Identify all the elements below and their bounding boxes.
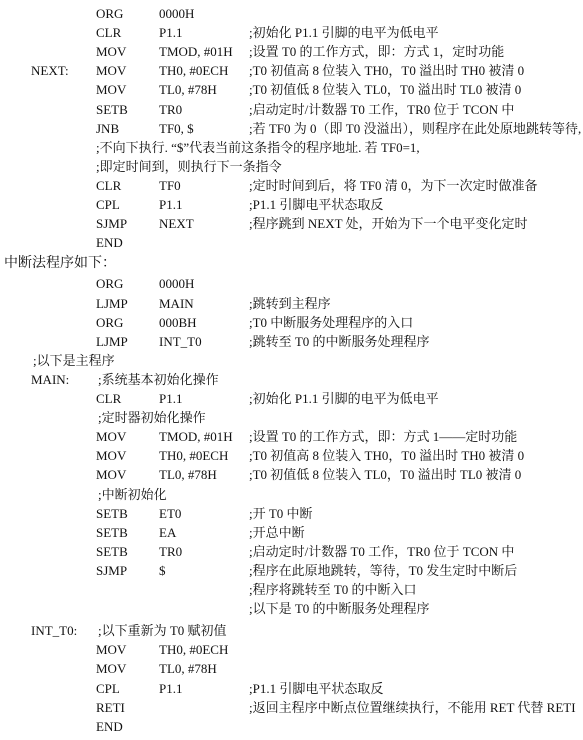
comment-continuation-line bbox=[0, 157, 583, 176]
code-operand: TMOD, #01H bbox=[159, 44, 233, 60]
code-comment: ;P1.1 引脚电平状态取反 bbox=[249, 197, 384, 212]
comment-continuation: ;不向下执行. “$”代表当前这条指令的程序地址. 若 TF0=1, bbox=[96, 139, 420, 155]
code-line bbox=[0, 523, 583, 542]
code-line bbox=[0, 23, 583, 42]
code-line bbox=[0, 427, 583, 446]
main-label-comment: ;系统基本初始化操作 bbox=[98, 371, 219, 387]
code-opcode: JNB bbox=[96, 120, 120, 136]
code-line bbox=[0, 561, 583, 580]
code-line bbox=[0, 542, 583, 561]
code-line bbox=[0, 446, 583, 465]
code-operand: TR0 bbox=[159, 101, 183, 117]
code-operand: P1.1 bbox=[159, 197, 183, 212]
code-opcode: CPL bbox=[96, 680, 120, 696]
code-opcode: SJMP bbox=[96, 216, 128, 232]
code-operand: TL0, #78H bbox=[159, 661, 217, 677]
comment-continuation-line bbox=[0, 138, 583, 157]
comment-continuation: ;以下是 T0 的中断服务处理程序 bbox=[249, 601, 430, 617]
code-operand: TL0, #78H bbox=[159, 82, 217, 98]
code-opcode: END bbox=[96, 235, 123, 251]
code-line bbox=[0, 294, 583, 313]
code-comment: ;启动定时/计数器 T0 工作，TR0 位于 TCON 中 bbox=[249, 543, 515, 559]
code-opcode: SETB bbox=[96, 543, 128, 559]
code-line bbox=[0, 313, 583, 332]
code-operand: TH0, #0ECH bbox=[159, 63, 229, 79]
int-label: INT_T0: bbox=[31, 623, 78, 639]
code-opcode: CLR bbox=[96, 177, 122, 193]
code-comment: ;开 T0 中断 bbox=[249, 505, 313, 521]
code-opcode: ORG bbox=[96, 314, 124, 330]
int-label-comment: ;以下重新为 T0 赋初值 bbox=[98, 623, 227, 639]
code-line bbox=[0, 504, 583, 523]
code-line bbox=[0, 717, 583, 736]
code-opcode: MOV bbox=[96, 44, 127, 60]
code-opcode: SETB bbox=[96, 101, 128, 117]
timer-init-comment: ;定时器初始化操作 bbox=[98, 410, 206, 426]
code-operand: 0000H bbox=[159, 276, 195, 292]
code-opcode: SETB bbox=[96, 505, 128, 521]
code-opcode: MOV bbox=[96, 467, 127, 483]
code-opcode: LJMP bbox=[96, 295, 128, 311]
code-comment: ;T0 初值低 8 位装入 TL0，T0 溢出时 TL0 被清 0 bbox=[249, 82, 522, 98]
code-comment: ;开总中断 bbox=[249, 524, 305, 540]
code-comment: ;T0 初值高 8 位装入 TH0，T0 溢出时 TH0 被清 0 bbox=[249, 63, 525, 79]
code-line bbox=[0, 640, 583, 659]
interrupt-init-comment: ;中断初始化 bbox=[98, 486, 167, 502]
code-operand: MAIN bbox=[159, 295, 194, 311]
code-comment: ;程序跳到 NEXT 处，开始为下一个电平变化定时 bbox=[249, 216, 528, 232]
code-opcode: LJMP bbox=[96, 333, 128, 349]
code-line bbox=[0, 679, 583, 698]
code-line bbox=[0, 100, 583, 119]
code-comment: ;T0 初值低 8 位装入 TL0，T0 溢出时 TL0 被清 0 bbox=[249, 467, 522, 483]
comment-continuation: ;程序将跳转至 T0 的中断入口 bbox=[249, 582, 417, 597]
code-operand: TH0, #0ECH bbox=[159, 642, 229, 658]
code-opcode: MOV bbox=[96, 63, 127, 79]
code-line bbox=[0, 119, 583, 138]
code-operand: TMOD, #01H bbox=[159, 429, 233, 445]
code-operand: TH0, #0ECH bbox=[159, 448, 229, 464]
code-opcode: ORG bbox=[96, 276, 124, 292]
code-line bbox=[0, 659, 583, 678]
code-line bbox=[0, 61, 583, 80]
code-line bbox=[0, 274, 583, 293]
code-label: NEXT: bbox=[31, 63, 69, 79]
code-comment: ;程序在此原地跳转，等待，T0 发生定时中断后 bbox=[249, 562, 518, 578]
code-operand: INT_T0 bbox=[159, 333, 202, 349]
main-label: MAIN: bbox=[31, 371, 70, 387]
code-comment: ;T0 中断服务处理程序的入口 bbox=[249, 314, 414, 330]
code-line bbox=[0, 698, 583, 717]
code-opcode: MOV bbox=[96, 429, 127, 445]
code-operand: P1.1 bbox=[159, 391, 183, 406]
code-comment: ;若 TF0 为 0（即 T0 没溢出），则程序在此处原地跳转等待, bbox=[249, 120, 582, 136]
code-opcode: RETI bbox=[96, 699, 125, 715]
code-operand: TF0 bbox=[159, 177, 181, 193]
code-operand: TF0, $ bbox=[159, 120, 194, 136]
main-label-line bbox=[0, 370, 583, 389]
code-opcode: END bbox=[96, 718, 123, 734]
comment-continuation: ;即定时间到，则执行下一条指令 bbox=[96, 158, 282, 174]
timer-init-comment-line bbox=[0, 408, 583, 427]
code-opcode: MOV bbox=[96, 642, 127, 658]
code-operand: TL0, #78H bbox=[159, 467, 217, 483]
code-comment: ;定时时间到后，将 TF0 清 0，为下一次定时做准备 bbox=[249, 177, 538, 193]
code-line bbox=[0, 465, 583, 484]
code-operand: 000BH bbox=[159, 314, 197, 330]
code-comment: ;启动定时/计数器 T0 工作，TR0 位于 TCON 中 bbox=[249, 101, 515, 117]
code-opcode: MOV bbox=[96, 661, 127, 677]
code-line bbox=[0, 233, 583, 252]
comment-continuation-line bbox=[0, 599, 583, 618]
code-comment: ;初始化 P1.1 引脚的电平为低电平 bbox=[249, 25, 439, 41]
code-opcode: CPL bbox=[96, 197, 120, 212]
code-line bbox=[0, 80, 583, 99]
code-line bbox=[0, 195, 583, 214]
code-opcode: MOV bbox=[96, 82, 127, 98]
main-program-comment-line bbox=[0, 351, 583, 370]
code-comment: ;跳转至 T0 的中断服务处理程序 bbox=[249, 333, 430, 349]
code-line bbox=[0, 332, 583, 351]
code-opcode: ORG bbox=[96, 6, 124, 21]
code-opcode: MOV bbox=[96, 448, 127, 464]
code-opcode: SJMP bbox=[96, 562, 128, 578]
code-operand: TR0 bbox=[159, 543, 183, 559]
code-comment: ;P1.1 引脚电平状态取反 bbox=[249, 680, 384, 696]
section-heading: 中断法程序如下： bbox=[4, 256, 116, 272]
code-operand: ET0 bbox=[159, 505, 182, 521]
code-line bbox=[0, 389, 583, 408]
code-opcode: CLR bbox=[96, 391, 122, 406]
code-operand: P1.1 bbox=[159, 680, 183, 696]
code-line bbox=[0, 214, 583, 233]
code-operand: NEXT bbox=[159, 216, 194, 232]
int-label-line bbox=[0, 621, 583, 640]
code-opcode: CLR bbox=[96, 25, 122, 41]
code-comment: ;设置 T0 的工作方式，即：方式 1，定时功能 bbox=[249, 44, 505, 60]
interrupt-init-comment-line bbox=[0, 485, 583, 504]
code-comment: ;T0 初值高 8 位装入 TH0，T0 溢出时 TH0 被清 0 bbox=[249, 448, 525, 464]
comment-continuation-line bbox=[0, 580, 583, 599]
section-heading-line bbox=[0, 254, 583, 273]
code-line bbox=[0, 4, 583, 23]
code-operand: EA bbox=[159, 524, 177, 540]
code-comment: ;返回主程序中断点位置继续执行，不能用 RET 代替 RETI bbox=[249, 699, 576, 715]
code-operand: P1.1 bbox=[159, 25, 183, 41]
code-comment: ;跳转到主程序 bbox=[249, 295, 331, 311]
code-comment: ;初始化 P1.1 引脚的电平为低电平 bbox=[249, 391, 439, 406]
code-opcode: SETB bbox=[96, 524, 128, 540]
code-operand: 0000H bbox=[159, 6, 195, 21]
code-comment: ;设置 T0 的工作方式，即：方式 1——定时功能 bbox=[249, 429, 518, 445]
code-operand: $ bbox=[159, 562, 166, 578]
main-program-comment: ;以下是主程序 bbox=[33, 352, 115, 368]
code-line bbox=[0, 176, 583, 195]
code-line bbox=[0, 42, 583, 61]
